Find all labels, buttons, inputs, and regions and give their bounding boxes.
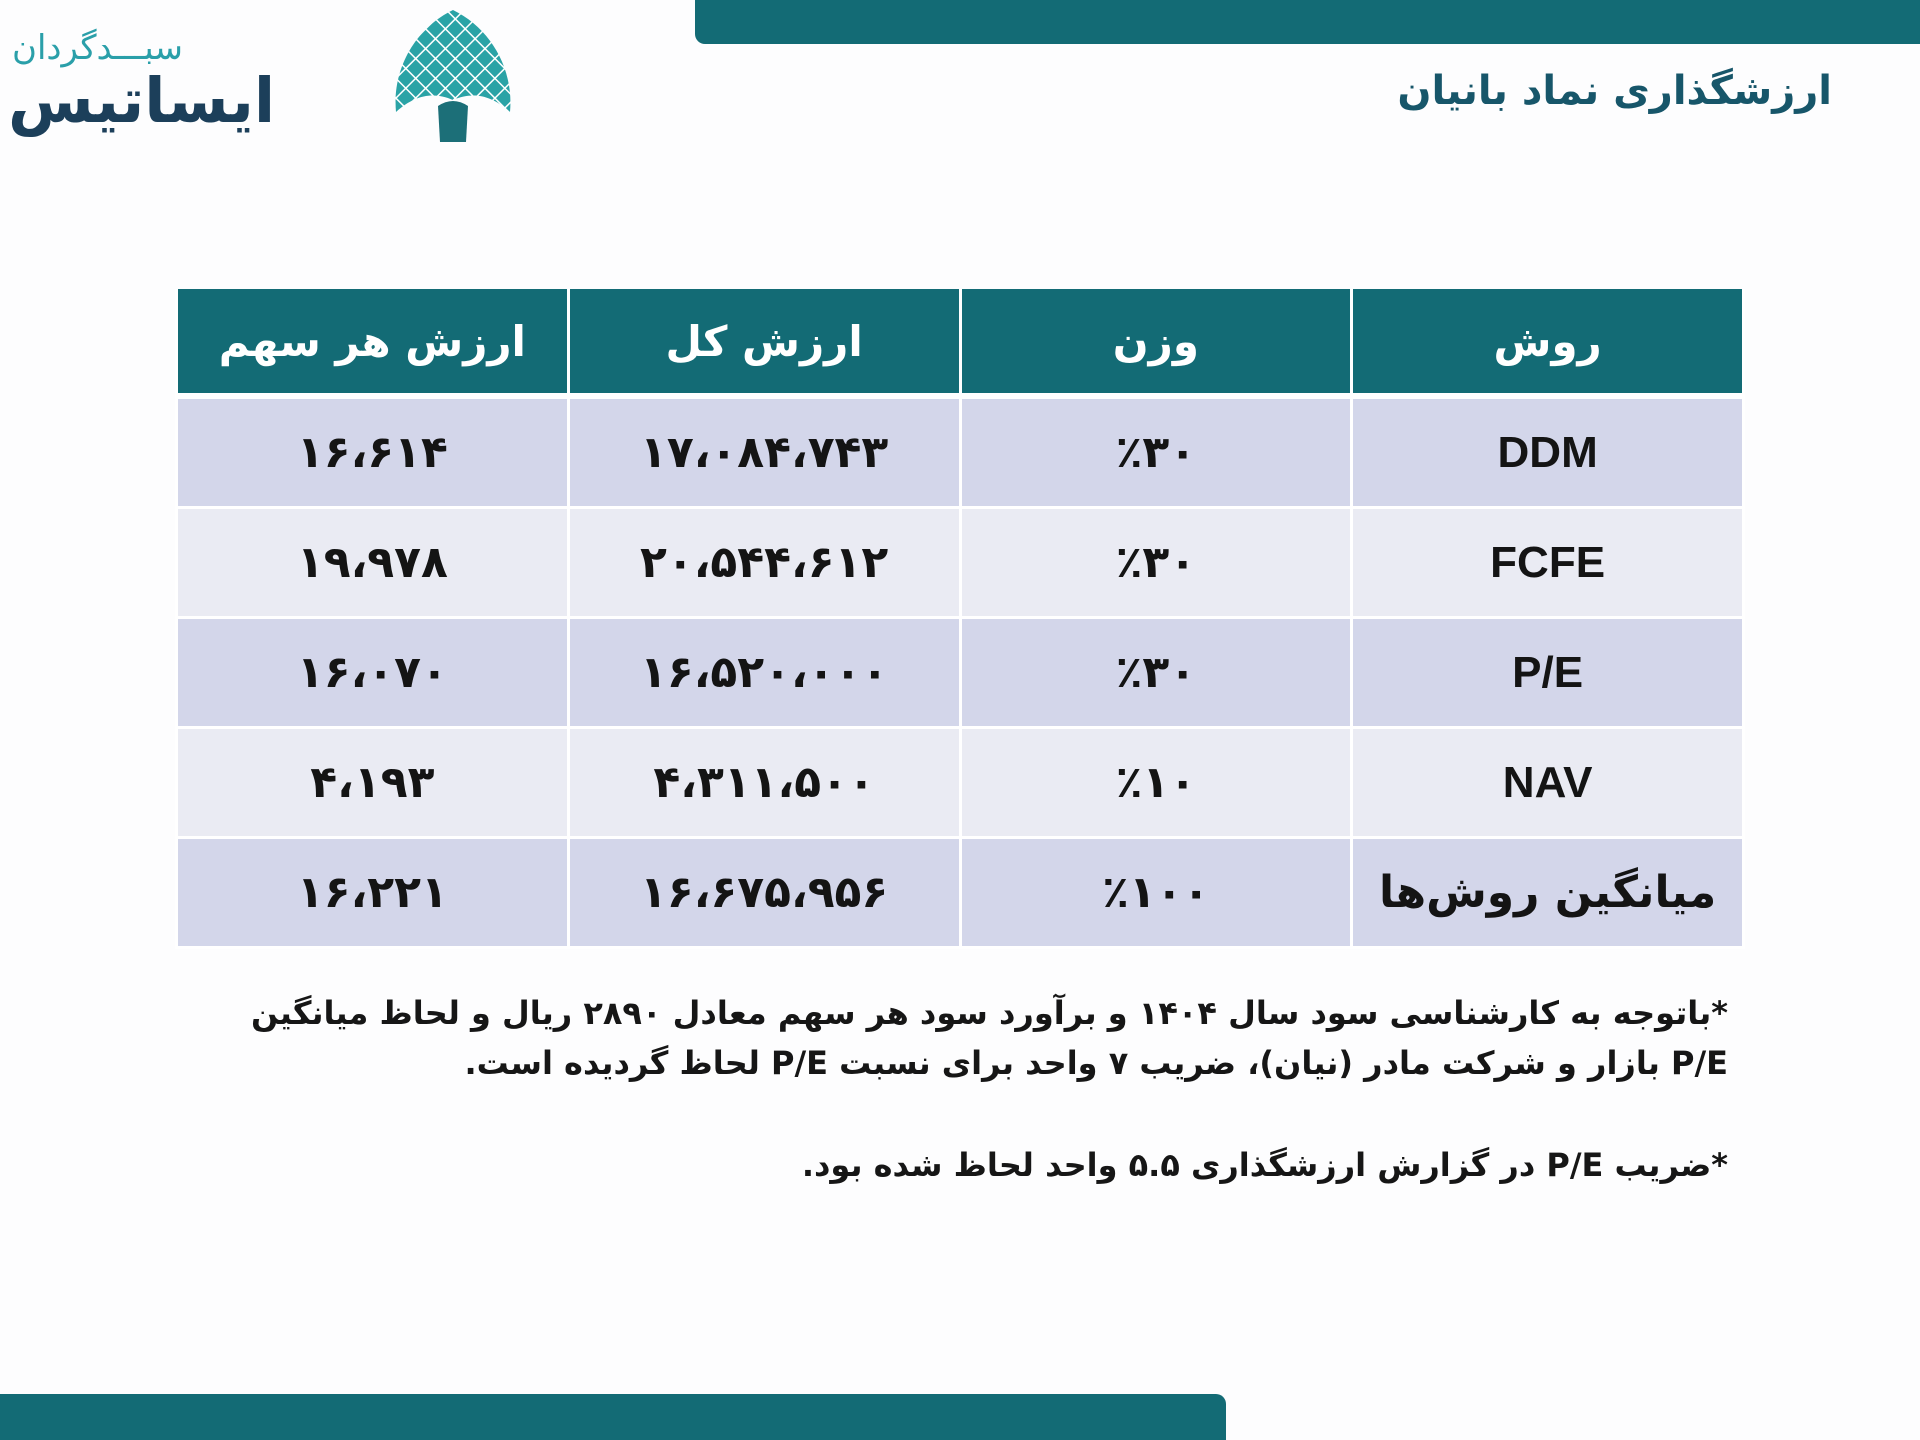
weight-cell: ٪۳۰ — [960, 396, 1352, 508]
column-header-per-share: ارزش هر سهم — [177, 289, 569, 396]
per-share-cell: ۴،۱۹۳ — [177, 728, 569, 838]
footnotes — [188, 988, 1728, 1190]
column-header-weight: وزن — [960, 289, 1352, 396]
total-value-cell: ۱۶،۵۲۰،۰۰۰ — [568, 618, 960, 728]
valuation-table — [175, 289, 1745, 949]
total-value-cell: ۴،۳۱۱،۵۰۰ — [568, 728, 960, 838]
table-header-row — [177, 289, 1744, 396]
total-value-cell: ۱۷،۰۸۴،۷۴۳ — [568, 396, 960, 508]
per-share-cell: ۱۶،۶۱۴ — [177, 396, 569, 508]
footnote-pe-multiple: *باتوجه به کارشناسی سود سال ۱۴۰۴ و برآورد سود هر سهم معادل ۲۸۹۰ ریال و لحاظ میانگین P/E بازار و شرکت مادر (نیان)، ضریب ۷ واحد برای نسبت P/E لحاظ گردیده است. — [250, 994, 1728, 1082]
dome-logo-icon — [386, 8, 520, 144]
footnote-previous-pe: *ضریب P/E در گزارش ارزشگذاری ۵.۵ واحد لحاظ شده بود. — [801, 1146, 1728, 1184]
company-logo — [8, 8, 520, 148]
table-row-average — [177, 838, 1744, 948]
per-share-cell: ۱۶،۰۷۰ — [177, 618, 569, 728]
logo-subtitle: سبـــدگردان — [12, 28, 183, 68]
method-cell: FCFE — [1352, 508, 1744, 618]
method-cell: میانگین روش‌ها — [1352, 838, 1744, 948]
top-accent-bar — [695, 0, 1920, 44]
weight-cell: ٪۱۰ — [960, 728, 1352, 838]
column-header-total-value: ارزش کل — [568, 289, 960, 396]
weight-cell: ٪۳۰ — [960, 508, 1352, 618]
bottom-accent-bar — [0, 1394, 1226, 1440]
weight-cell: ٪۳۰ — [960, 618, 1352, 728]
page-title: ارزشگذاری نماد بانیان — [1397, 68, 1832, 114]
total-value-cell: ۲۰،۵۴۴،۶۱۲ — [568, 508, 960, 618]
method-cell: DDM — [1352, 396, 1744, 508]
method-cell: NAV — [1352, 728, 1744, 838]
logo-name: ایساتیس — [8, 64, 276, 137]
table-row — [177, 728, 1744, 838]
per-share-cell: ۱۹،۹۷۸ — [177, 508, 569, 618]
table-row — [177, 508, 1744, 618]
column-header-method: روش — [1352, 289, 1744, 396]
table-row — [177, 618, 1744, 728]
method-cell: P/E — [1352, 618, 1744, 728]
per-share-cell: ۱۶،۲۲۱ — [177, 838, 569, 948]
table-row — [177, 396, 1744, 508]
weight-cell: ٪۱۰۰ — [960, 838, 1352, 948]
total-value-cell: ۱۶،۶۷۵،۹۵۶ — [568, 838, 960, 948]
